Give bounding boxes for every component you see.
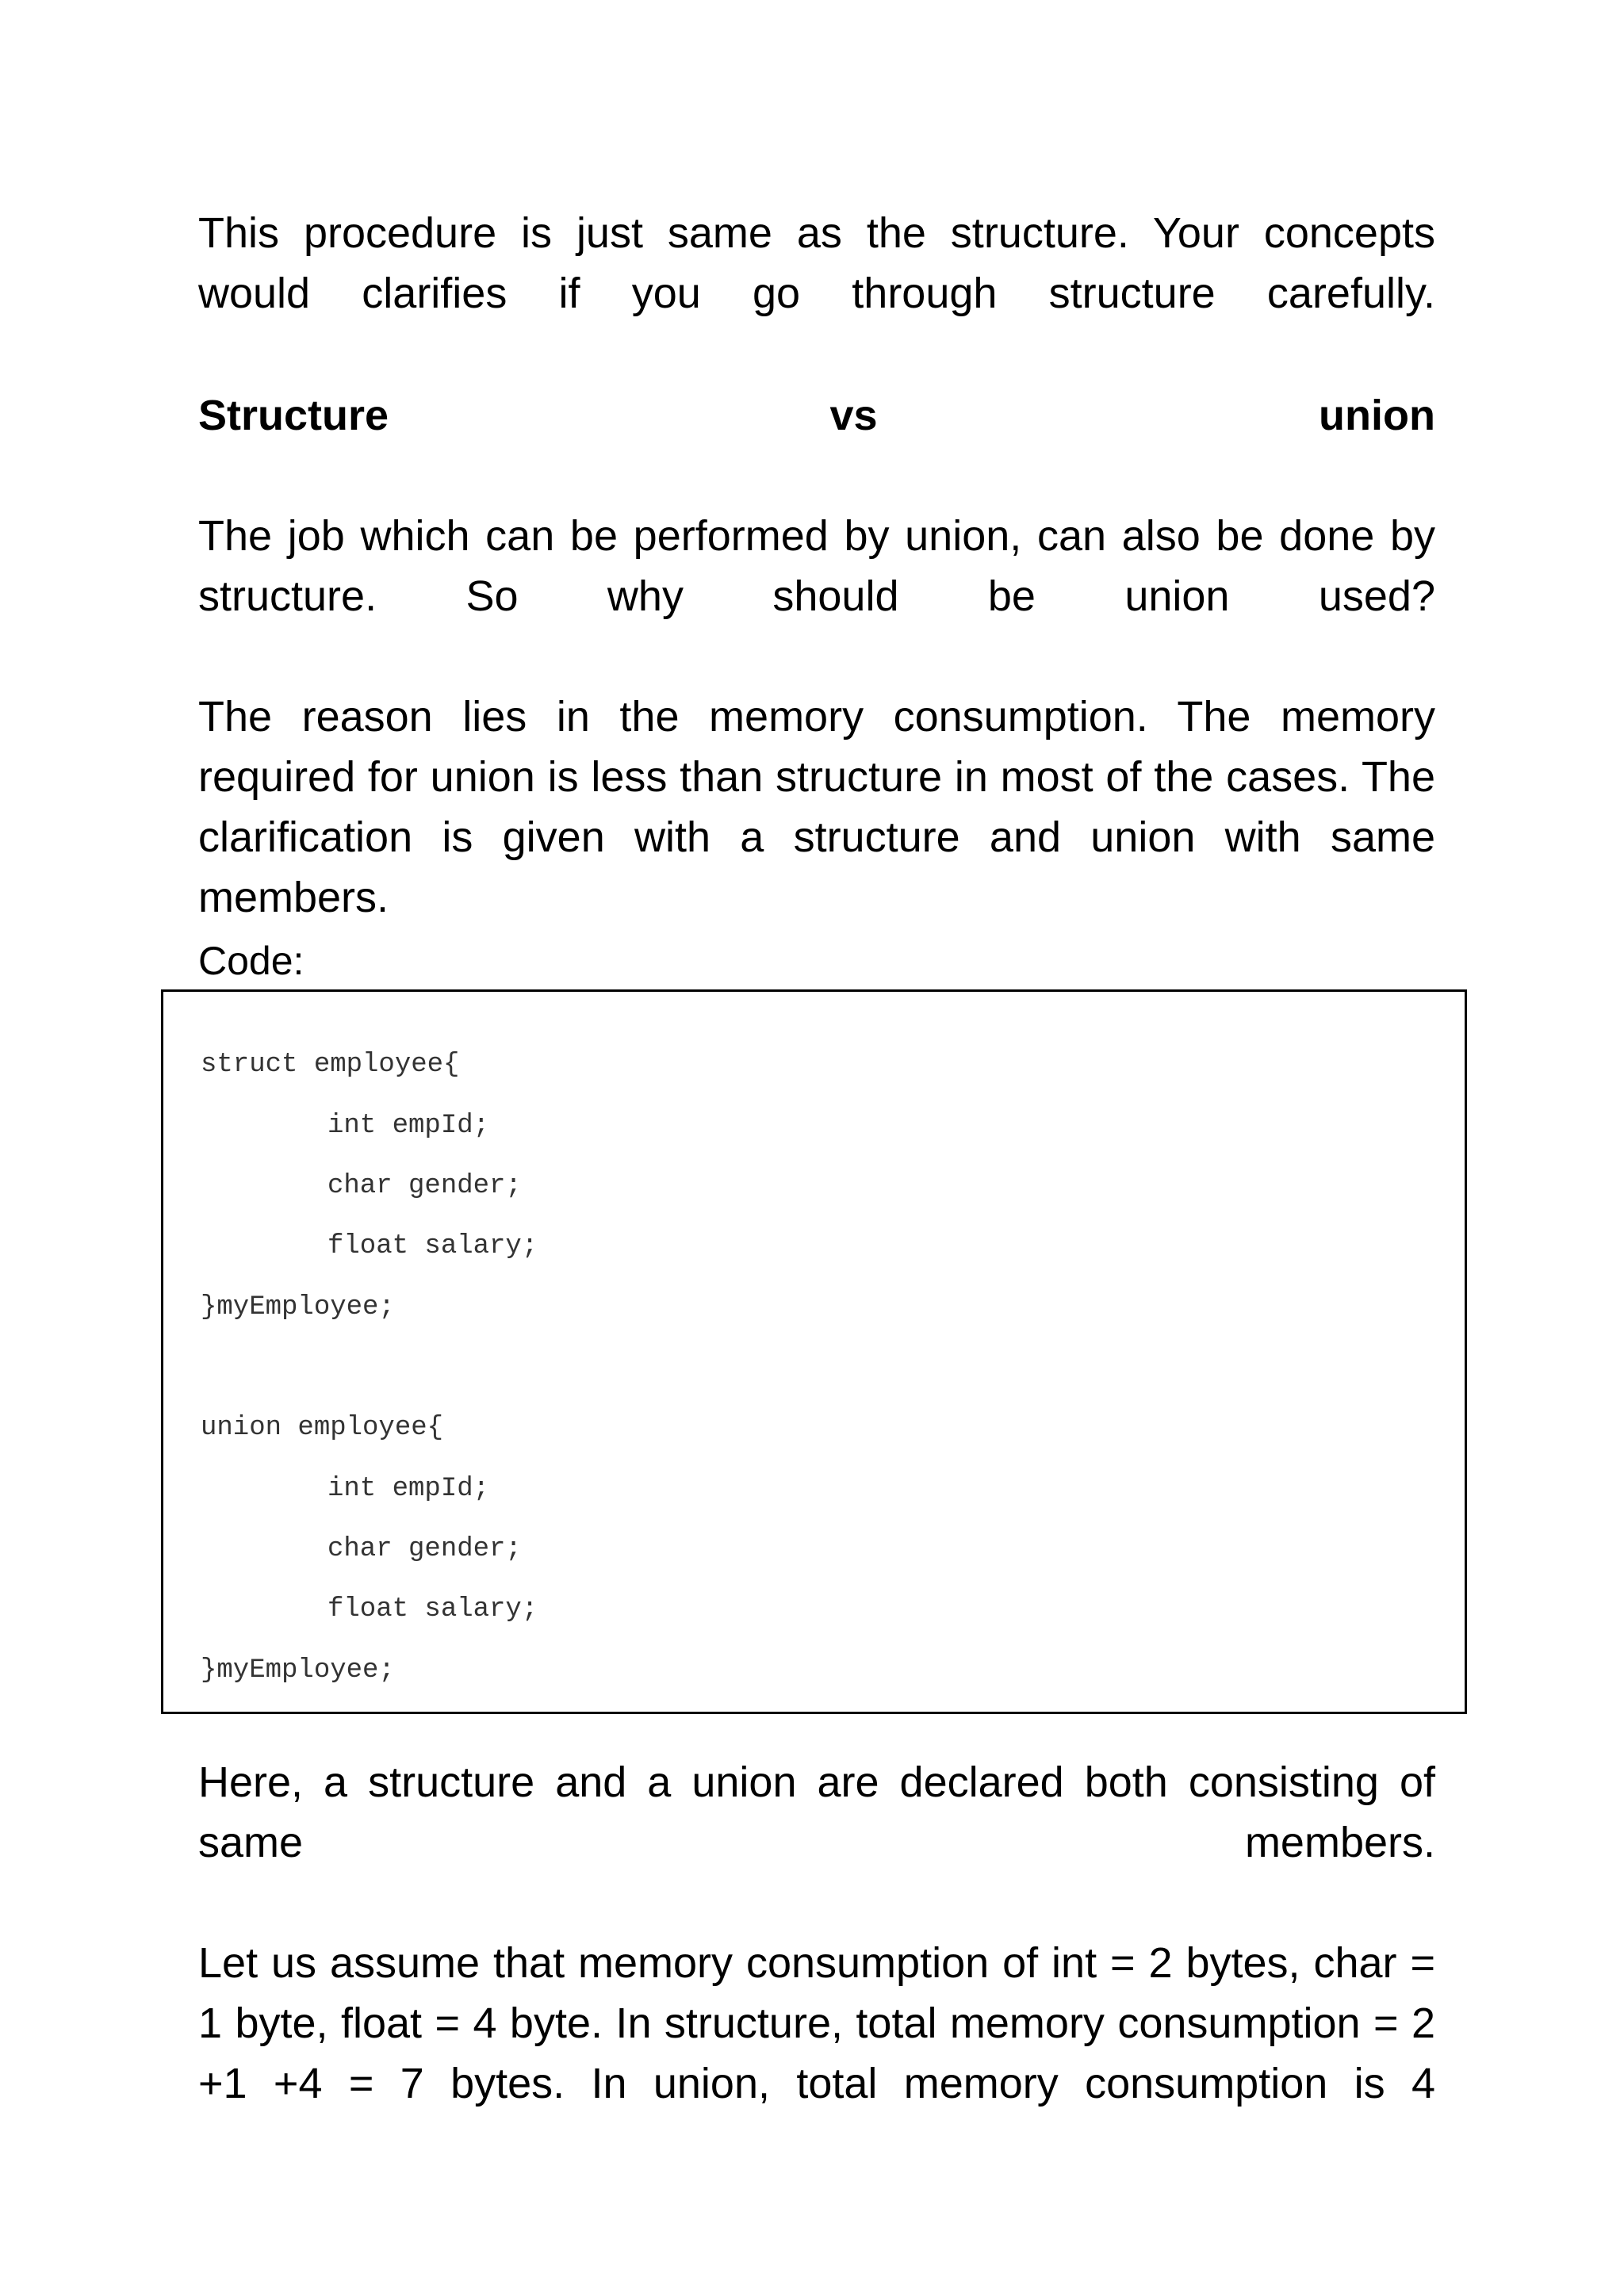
paragraph-question: The job which can be performed by union, can also be done by structure. So why should be union used? <box>198 512 1435 620</box>
code-label: Code: <box>198 939 304 983</box>
code-line: }myEmployee; <box>201 1655 395 1686</box>
heading-word-union: union <box>1319 392 1435 439</box>
code-line: union employee{ <box>201 1413 444 1443</box>
heading-word-vs: vs <box>829 392 878 439</box>
paragraph-reason: The reason lies in the memory consumption. The memory required for union is less than structure in most of the cases. The clarification is given with a structure and union with same members. <box>198 693 1435 921</box>
code-line: int empId; <box>327 1111 490 1141</box>
code-line: struct employee{ <box>201 1050 460 1080</box>
code-line: }myEmployee; <box>201 1292 395 1322</box>
code-line: int empId; <box>327 1474 490 1504</box>
code-line: float salary; <box>327 1594 538 1624</box>
section-heading <box>198 385 1435 446</box>
code-line: float salary; <box>327 1231 538 1261</box>
paragraph-declaration: Here, a structure and a union are declared both consisting of same members. <box>198 1758 1435 1866</box>
paragraph-memory: Let us assume that memory consumption of int = 2 bytes, char = 1 byte, float = 4 byte. In structure, total memory consumption = 2 +1 +4 = 7 bytes. In union, total memory consumption is 4 <box>198 1939 1435 2107</box>
code-line: char gender; <box>327 1534 522 1564</box>
heading-word-structure: Structure <box>198 392 389 439</box>
paragraph-intro: This procedure is just same as the structure. Your concepts would clarifies if you go through structure carefully. <box>198 209 1435 317</box>
code-line: char gender; <box>327 1171 522 1201</box>
code-block <box>161 989 1467 1714</box>
